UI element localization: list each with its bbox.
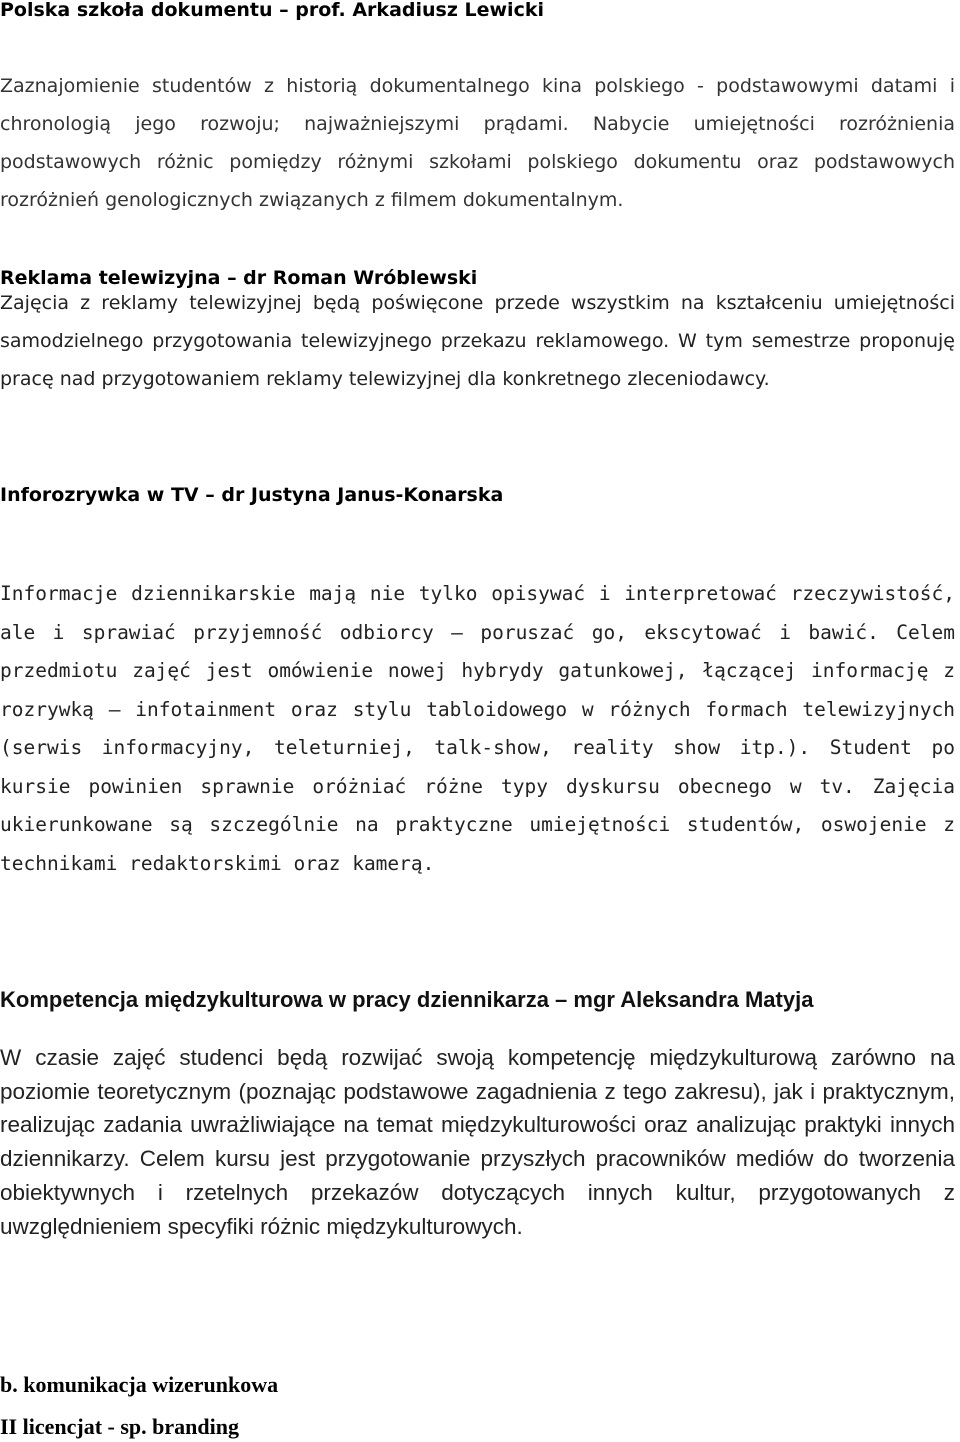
section-heading-inforozrywka: Inforozrywka w TV – dr Justyna Janus-Konarska bbox=[0, 484, 504, 506]
section-body-inforozrywka: Informacje dziennikarskie mają nie tylko opisywać i interpretować rzeczywistość, ale i sprawiać przyjemność odbiorcy – poruszać go, ekscytować i bawić. Celem przedmiotu zajęć jest omówienie nowej hybrydy gatunkowej, łączącej informację z rozrywką – infotainment oraz stylu tabloidowego w różnych formach telewizyjnych (serwis informacyjny, teleturniej, talk-show, reality show itp.). Student po kursie powinien sprawnie oróżniać różne typy dyskursu obecnego w tv. Zajęcia ukierunkowane są szczególnie na praktyczne umiejętności studentów, oswojenie z technikami redaktorskimi oraz kamerą. bbox=[0, 582, 955, 875]
footer-line-licencjat-branding: II licencjat - sp. branding bbox=[0, 1414, 239, 1439]
section-body-kompetencja-miedzykulturowa: W czasie zajęć studenci będą rozwijać swoją kompetencję międzykulturową zarówno na poziomie teoretycznym (poznając podstawowe zagadnienia z tego zakresu), jak i praktycznym, realizując zadania uwrażliwiające na temat międzykulturowości oraz analizując praktyki innych dziennikarzy. Celem kursu jest przygotowanie przyszłych pracowników mediów do tworzenia obiektywnych i rzetelnych przekazów dotyczących innych kultur, przygotowanych z uwzględnieniem specyfiki różnic międzykulturowych. bbox=[0, 1045, 955, 1239]
section-heading-kompetencja-miedzykulturowa: Kompetencja międzykulturowa w pracy dziennikarza – mgr Aleksandra Matyja bbox=[0, 987, 814, 1012]
section-body-polska-szkola-dokumentu: Zaznajomienie studentów z historią dokumentalnego kina polskiego - podstawowymi datami i chronologią jego rozwoju; najważniejszymi prądami. Nabycie umiejętności rozróżnienia podstawowych różnic pomiędzy różnymi szkołami polskiego dokumentu oraz podstawowych rozróżnień genologicznych związanych z filmem dokumentalnym. bbox=[0, 75, 955, 211]
section-body-reklama-telewizyjna: Zajęcia z reklamy telewizyjnej będą poświęcone przede wszystkim na kształceniu umiejętności samodzielnego przygotowania telewizyjnego przekazu reklamowego. W tym semestrze proponuję pracę nad przygotowaniem reklamy telewizyjnej dla konkretnego zleceniodawcy. bbox=[0, 292, 955, 390]
section-heading-reklama-telewizyjna: Reklama telewizyjna – dr Roman Wróblewski bbox=[0, 267, 478, 289]
section-heading-polska-szkola-dokumentu: Polska szkoła dokumentu – prof. Arkadiusz Lewicki bbox=[0, 0, 544, 21]
footer-line-komunikacja-wizerunkowa: b. komunikacja wizerunkowa bbox=[0, 1372, 279, 1397]
